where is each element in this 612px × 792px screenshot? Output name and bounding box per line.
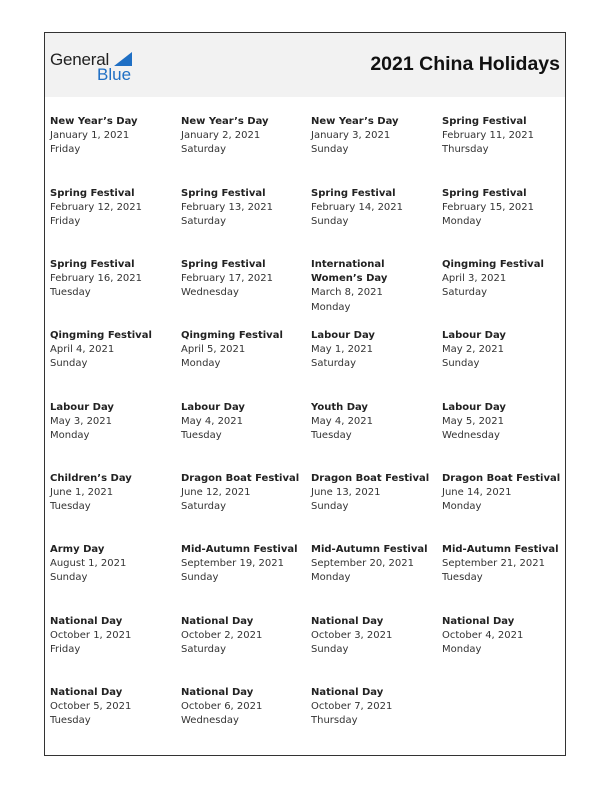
holiday-day: Monday (442, 644, 482, 656)
holiday-day: Friday (50, 144, 81, 156)
holiday-entry (50, 329, 176, 372)
holiday-entry (311, 187, 437, 230)
holiday-day: Tuesday (181, 430, 222, 442)
holiday-entry (181, 258, 307, 301)
holiday-date: May 3, 2021 (50, 416, 113, 428)
holiday-day: Sunday (50, 358, 88, 370)
holiday-day: Friday (50, 644, 81, 656)
holiday-date: October 3, 2021 (311, 630, 393, 642)
holiday-date: August 1, 2021 (50, 558, 127, 570)
holiday-date: September 19, 2021 (181, 558, 284, 570)
holiday-date: May 5, 2021 (442, 416, 505, 428)
holiday-entry (311, 115, 437, 158)
holiday-day: Sunday (311, 501, 349, 513)
holiday-date: September 20, 2021 (311, 558, 414, 570)
holiday-day: Monday (442, 501, 482, 513)
holiday-date: April 4, 2021 (50, 344, 115, 356)
holiday-entry (442, 187, 568, 230)
holiday-entry (50, 543, 176, 586)
holiday-name: National Day (311, 616, 384, 627)
holiday-date: June 12, 2021 (181, 487, 251, 499)
holiday-name: Youth Day (311, 402, 368, 413)
holiday-date: June 13, 2021 (311, 487, 381, 499)
holiday-day: Sunday (311, 144, 349, 156)
holiday-name: Children’s Day (50, 473, 132, 484)
holiday-entry (181, 329, 307, 372)
holiday-name: Dragon Boat Festival (181, 473, 300, 484)
holiday-name: New Year’s Day (181, 116, 269, 127)
holiday-entry (50, 187, 176, 230)
holiday-day: Saturday (181, 144, 227, 156)
holiday-day: Sunday (311, 216, 349, 228)
holiday-date: October 4, 2021 (442, 630, 524, 642)
holiday-name: Dragon Boat Festival (311, 473, 430, 484)
holiday-day: Tuesday (50, 715, 91, 727)
calendar-sheet (44, 32, 566, 756)
holiday-entry (311, 258, 437, 315)
holiday-entry (442, 401, 568, 444)
holiday-date: February 15, 2021 (442, 202, 535, 214)
holiday-date: June 1, 2021 (50, 487, 114, 499)
holiday-name: Mid-Autumn Festival (311, 544, 428, 555)
page-header (45, 33, 565, 97)
holiday-date: October 2, 2021 (181, 630, 263, 642)
holiday-name: Spring Festival (50, 259, 135, 270)
holiday-day: Monday (311, 301, 351, 313)
holiday-name: Dragon Boat Festival (442, 473, 561, 484)
holiday-name: Labour Day (50, 402, 114, 413)
holiday-date: January 3, 2021 (311, 130, 391, 142)
holiday-date: May 2, 2021 (442, 344, 505, 356)
page-title: 2021 China Holidays (370, 53, 560, 75)
holiday-day: Wednesday (181, 287, 239, 299)
holiday-day: Monday (442, 216, 482, 228)
holiday-day: Saturday (311, 358, 357, 370)
logo-text-blue: Blue (97, 65, 132, 84)
holiday-date: February 12, 2021 (50, 202, 143, 214)
holiday-date: April 3, 2021 (442, 273, 507, 285)
holiday-day: Monday (311, 572, 351, 584)
holiday-entry (181, 615, 307, 658)
holiday-date: January 1, 2021 (50, 130, 130, 142)
holiday-day: Wednesday (181, 715, 239, 727)
holiday-entry (442, 115, 568, 158)
holiday-date: February 11, 2021 (442, 130, 535, 142)
holiday-day: Saturday (181, 216, 227, 228)
holiday-entry (50, 258, 176, 301)
holiday-entry (311, 615, 437, 658)
holiday-day: Thursday (311, 715, 358, 727)
holiday-name: Spring Festival (181, 188, 266, 199)
holiday-name: New Year’s Day (50, 116, 138, 127)
holiday-name: National Day (181, 687, 254, 698)
holiday-name: Labour Day (181, 402, 245, 413)
holiday-name: National Day (442, 616, 515, 627)
holiday-entry (181, 686, 307, 729)
holiday-name: Army Day (50, 544, 105, 555)
holiday-day: Monday (181, 358, 221, 370)
holiday-entry (50, 401, 176, 444)
holiday-entry (442, 258, 568, 301)
holiday-entry (181, 472, 307, 515)
holiday-name: National Day (181, 616, 254, 627)
holiday-day: Tuesday (311, 430, 352, 442)
holiday-day: Monday (50, 430, 90, 442)
holiday-entry (311, 686, 437, 729)
holiday-name: Spring Festival (442, 116, 527, 127)
holiday-day: Wednesday (442, 430, 500, 442)
holiday-entry (181, 187, 307, 230)
holiday-name: Qingming Festival (442, 259, 544, 270)
holiday-name: National Day (50, 687, 123, 698)
holiday-name: National Day (311, 687, 384, 698)
holiday-name: National Day (50, 616, 123, 627)
holiday-entry (181, 115, 307, 158)
holiday-name: Spring Festival (50, 188, 135, 199)
holiday-entry (181, 401, 307, 444)
holiday-date: February 14, 2021 (311, 202, 404, 214)
holiday-entry (181, 543, 307, 586)
holiday-name: International Women’s Day (311, 259, 388, 285)
holiday-name: Spring Festival (442, 188, 527, 199)
holiday-date: October 5, 2021 (50, 701, 132, 713)
holiday-entry (442, 329, 568, 372)
holiday-entry (311, 472, 437, 515)
holiday-date: April 5, 2021 (181, 344, 246, 356)
holiday-name: Mid-Autumn Festival (442, 544, 559, 555)
holiday-day: Tuesday (50, 287, 91, 299)
holiday-entry (311, 329, 437, 372)
holiday-name: Labour Day (442, 402, 506, 413)
holiday-name: Qingming Festival (50, 330, 152, 341)
holiday-entry (50, 115, 176, 158)
holiday-date: May 1, 2021 (311, 344, 374, 356)
holiday-date: May 4, 2021 (181, 416, 244, 428)
holiday-date: February 17, 2021 (181, 273, 274, 285)
holiday-date: March 8, 2021 (311, 287, 383, 299)
holiday-entry (50, 615, 176, 658)
holiday-entry (311, 401, 437, 444)
holiday-date: January 2, 2021 (181, 130, 261, 142)
holiday-date: October 6, 2021 (181, 701, 263, 713)
holiday-date: February 13, 2021 (181, 202, 274, 214)
holiday-entry (50, 472, 176, 515)
generalblue-logo (50, 50, 150, 84)
holiday-date: September 21, 2021 (442, 558, 545, 570)
holiday-name: Spring Festival (181, 259, 266, 270)
holiday-entry (442, 472, 568, 515)
holiday-day: Sunday (181, 572, 219, 584)
holiday-name: Mid-Autumn Festival (181, 544, 298, 555)
holiday-day: Tuesday (50, 501, 91, 513)
holiday-day: Sunday (442, 358, 480, 370)
holiday-day: Sunday (50, 572, 88, 584)
holiday-date: February 16, 2021 (50, 273, 143, 285)
holiday-date: June 14, 2021 (442, 487, 512, 499)
holiday-name: Qingming Festival (181, 330, 283, 341)
holiday-date: October 1, 2021 (50, 630, 132, 642)
holiday-name: Labour Day (442, 330, 506, 341)
holiday-day: Friday (50, 216, 81, 228)
holiday-name: Spring Festival (311, 188, 396, 199)
holiday-entry (50, 686, 176, 729)
holiday-date: October 7, 2021 (311, 701, 393, 713)
logo-triangle-icon (114, 52, 132, 66)
holiday-day: Saturday (181, 501, 227, 513)
holiday-day: Saturday (442, 287, 488, 299)
holiday-date: May 4, 2021 (311, 416, 374, 428)
logo-text-general: General (50, 50, 110, 69)
holiday-day: Saturday (181, 644, 227, 656)
holiday-name: Labour Day (311, 330, 375, 341)
holiday-day: Tuesday (442, 572, 483, 584)
holiday-day: Thursday (442, 144, 489, 156)
holiday-entry (311, 543, 437, 586)
holiday-day: Sunday (311, 644, 349, 656)
holiday-name: New Year’s Day (311, 116, 399, 127)
holiday-entry (442, 543, 568, 586)
holiday-entry (442, 615, 568, 658)
